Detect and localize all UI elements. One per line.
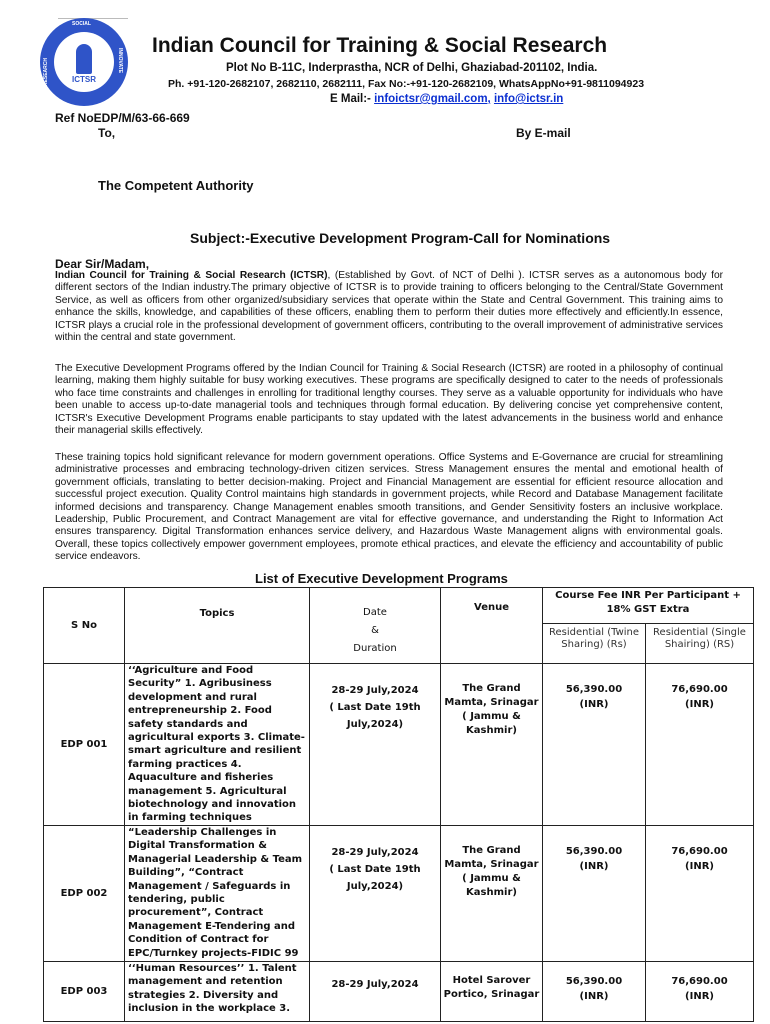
table-row [44, 961, 754, 1021]
table-title: List of Executive Development Programs [255, 571, 508, 586]
row-fee-twin [543, 961, 646, 1021]
row-date-value: 28-29 July,2024 [331, 685, 419, 696]
row-sno: EDP 003 [44, 961, 125, 1021]
row-fee-single-unit: (INR) [685, 990, 714, 1002]
row-topic: ‘‘Human Resources’’ 1. Talent management and retention strategies 2. Diversity and inclusion in the workplace 3. [125, 961, 310, 1021]
row-venue: Hotel Sarover Portico, Srinagar [441, 961, 543, 1021]
paragraph-topics: These training topics hold significant relevance for modern government operations. Office Systems and E-Governance are crucial for streamlining administrative processes and embracing technology-driven citizen services. Stress Management ensures the mental and emotional health of government officials, translating to better decision-making. Project and Financial Management are essential for efficient resource allocation and successful project execution. Quality Control maintains high standards in government projects, while Record and Database Management facilitate informed decisions and transparency. Change Management enables smooth transitions, and Gender Sensitivity fosters an inclusive workplace. Leadership, Public Procurement, and Contract Management are vital for effective governance, and understanding the Right to Information Act ensures transparency. Digital Transformation enhances service delivery, and Hazardous Waste Management aligns with environmental goals. Overall, these topics collectively empower government employees, promote ethical practices, and elevate the efficiency and accountability of public service endeavors. [55, 452, 723, 563]
salutation: Dear Sir/Madam, [55, 257, 150, 271]
row-fee-single [646, 825, 754, 961]
row-topic: “Leadership Challenges in Digital Transformation & Managerial Leadership & Team Building”, “Contract Management / Safeguards in tendering, public procurement”, Contract Management E-Tendering and Condition of Contract for EPC/Turnkey projects-FIDIC 99 [125, 825, 310, 961]
row-sno: EDP 002 [44, 825, 125, 961]
logo-arc-top: SOCIAL [72, 21, 91, 27]
org-name-inline: Indian Council for Training & Social Research (ICTSR) [55, 270, 328, 281]
to-label: To, [98, 126, 116, 140]
logo-arc-left: RESEARCH [43, 58, 49, 87]
header-venue: Venue [441, 588, 543, 664]
torch-icon [76, 44, 92, 74]
row-fee-single-unit: (INR) [685, 860, 714, 872]
header-date-line1: Date [363, 607, 387, 618]
row-last-date: ( Last Date 19th July,2024) [329, 863, 421, 892]
email-label: E Mail:- [330, 93, 371, 105]
table-header-row [44, 588, 754, 624]
row-fee-single [646, 664, 754, 826]
row-fee-twin-amount: 56,390.00 [565, 845, 623, 857]
paragraph-intro-text: , (Established by Govt. of NCT of Delhi ). ICTSR serves as a autonomous body for different sectors of the Indian industry.The primary objective of ICTSR is to provide training to officers belonging to the Central/State Government Service, as well as officers from other organized/subsidiary services that operate within the State and Central Government. This training aims to enhance the skills, knowledge, and capabilities of these officers, enabling them to perform their duties more effectively and efficiently.In essence, ICTSR plays a crucial role in the professional development of government officers, contributing to the overall improvement of administrative services within the central and state government. [55, 270, 724, 344]
header-date-line3: Duration [353, 643, 397, 654]
row-fee-twin [543, 664, 646, 826]
row-fee-single-amount: 76,690.00 [671, 845, 728, 857]
email-link-ictsr[interactable]: info@ictsr.in [493, 93, 564, 105]
logo-text: ICTSR [72, 75, 96, 84]
row-last-date: ( Last Date 19th July,2024) [329, 702, 421, 730]
header-date [310, 588, 441, 664]
org-phone: Ph. +91-120-2682107, 2682110, 2682111, Fax No:-+91-120-2682109, WhatsAppNo+91-9811094923 [168, 78, 645, 90]
org-name: Indian Council for Training & Social Research [152, 34, 608, 57]
header-topics: Topics [125, 588, 310, 664]
header-residential-single: Residential (Single Shairing) (RS) [646, 624, 754, 664]
email-link-gmail[interactable]: infoictsr@gmail.com, [374, 93, 491, 105]
row-date-value: 28-29 July,2024 [331, 978, 419, 990]
row-date [310, 664, 441, 826]
row-fee-twin-unit: (INR) [579, 699, 609, 710]
row-fee-twin-amount: 56,390.00 [565, 975, 623, 987]
org-email-line [330, 93, 563, 105]
row-venue: The Grand Mamta, Srinagar ( Jammu & Kashmir) [441, 825, 543, 961]
row-topic: ‘‘Agriculture and Food Security” 1. Agribusiness development and rural entrepreneurship 2. Food safety standards and agricultural exports 3. Climate-smart agriculture and resilient farming practices 4. Aquaculture and fisheries management 5. Agricultural biotechnology and innovation in farming techniques [125, 664, 310, 826]
row-fee-single-amount: 76,690.00 [671, 684, 728, 695]
programs-table [43, 587, 754, 1022]
logo-emblem [54, 32, 114, 92]
org-address: Plot No B-11C, Inderprastha, NCR of Delhi, Ghaziabad-201102, India. [226, 62, 598, 74]
addressee: The Competent Authority [98, 178, 254, 193]
paragraph-programs: The Executive Development Programs offered by the Indian Council for Training & Social Research (ICTSR) are rooted in a philosophy of continual learning, making them highly suitable for busy working executives. These programs are specifically designed to cater to the needs of professionals who face time constraints and challenges in enrolling for traditional lengthy courses. They serve as a valuable opportunity for individuals who have been unable to access up-to-date managerial tools and techniques through formal education. By delivering concise yet comprehensive content, ICTSR's Executive Development Programs enable participants to stay updated with the latest advancements in the business world and enhance their managerial skills effectively. [55, 363, 723, 437]
ictsr-logo [40, 18, 128, 106]
delivery-mode: By E-mail [516, 126, 571, 140]
paragraph-intro [55, 270, 723, 344]
row-date [310, 825, 441, 961]
row-fee-single-amount: 76,690.00 [671, 975, 728, 987]
row-venue: The Grand Mamta, Srinagar ( Jammu & Kashmir) [441, 664, 543, 826]
header-residential-twin: Residential (Twine Sharing) (Rs) [543, 624, 646, 664]
row-fee-twin-amount: 56,390.00 [565, 684, 623, 695]
header-course-fee: Course Fee INR Per Participant + 18% GST Extra [543, 588, 754, 624]
row-fee-single-unit: (INR) [685, 699, 714, 710]
row-fee-single [646, 961, 754, 1021]
reference-number: Ref NoEDP/M/63-66-669 [55, 111, 190, 125]
row-date-value: 28-29 July,2024 [331, 846, 419, 858]
table-row [44, 825, 754, 961]
row-fee-twin-unit: (INR) [579, 990, 609, 1002]
table-row [44, 664, 754, 826]
header-sno: S No [44, 588, 125, 664]
logo-arc-right: INNOVATE [117, 48, 123, 74]
header-date-line2: & [371, 625, 379, 636]
row-sno: EDP 001 [44, 664, 125, 826]
row-fee-twin-unit: (INR) [579, 860, 609, 872]
subject-line: Subject:-Executive Development Program-Call for Nominations [190, 230, 611, 246]
row-date [310, 961, 441, 1021]
row-fee-twin [543, 825, 646, 961]
